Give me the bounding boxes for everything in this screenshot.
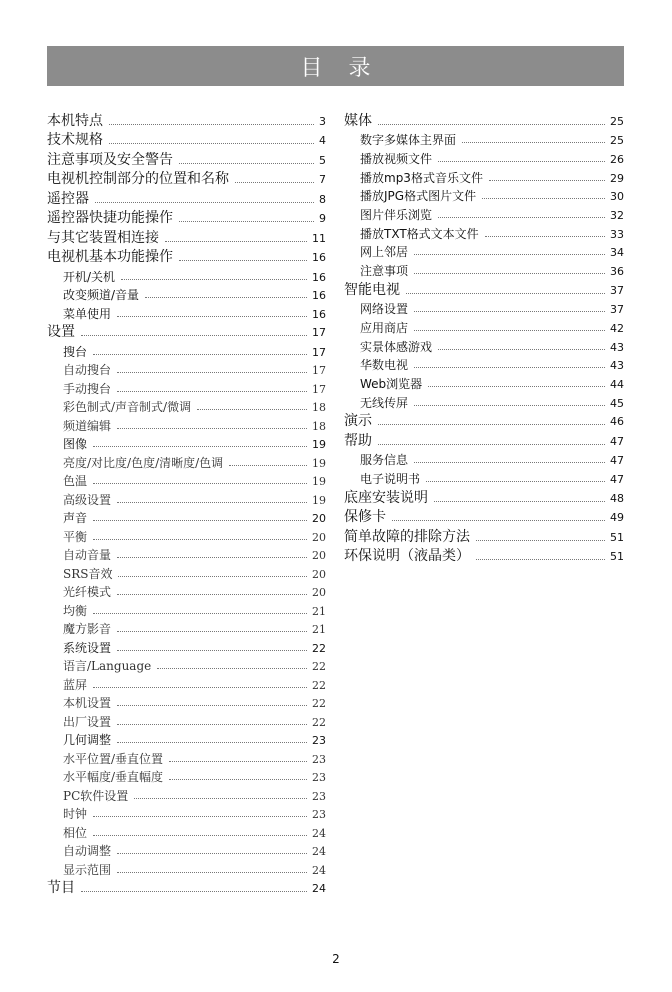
toc-entry-page: 43 (610, 359, 624, 373)
toc-entry-page: 16 (312, 251, 326, 264)
dot-leader (81, 335, 307, 336)
dot-leader (169, 779, 307, 780)
toc-entry-title: 播放JPG格式图片文件 (360, 189, 477, 204)
toc-entry-title: 底座安装说明 (344, 489, 428, 506)
toc-entry-page: 11 (312, 231, 326, 245)
dot-leader (406, 293, 605, 294)
toc-entry-page: 18 (312, 419, 326, 433)
toc-entry-title: 光纤模式 (63, 585, 112, 599)
toc-entry-title: 几何调整 (63, 733, 112, 747)
toc-entry-page: 23 (312, 752, 326, 766)
dot-leader (93, 613, 307, 614)
toc-entry-title: 亮度/对比度/色度/清晰度/色调 (63, 455, 224, 470)
toc-entry[interactable] (47, 149, 326, 169)
toc-entry-title: 本机设置 (63, 696, 112, 710)
toc-entry-title: 改变频道/音量 (63, 288, 140, 302)
toc-entry-title: 播放视频文件 (360, 151, 433, 166)
toc-entry-title: 系统设置 (63, 640, 112, 655)
toc-entry[interactable] (344, 186, 624, 205)
toc-entry[interactable] (344, 507, 624, 527)
toc-entry[interactable] (47, 130, 326, 150)
toc-entry-title: 播放TXT格式文本文件 (360, 226, 479, 241)
dot-leader (197, 409, 307, 410)
toc-entry-title: 简单故障的排除方法 (344, 528, 470, 545)
toc-entry-page: 17 (312, 364, 326, 377)
dot-leader (489, 180, 605, 181)
toc-entry[interactable] (344, 392, 624, 411)
toc-entry[interactable] (47, 693, 326, 712)
dot-leader (179, 163, 314, 164)
toc-entry[interactable] (47, 526, 326, 545)
toc-entry[interactable] (47, 434, 326, 453)
dot-leader (145, 297, 307, 298)
toc-entry-title: 帮助 (344, 432, 372, 449)
toc-entry-title: 色温 (63, 474, 88, 488)
toc-entry-title: 播放mp3格式音乐文件 (360, 170, 483, 185)
dot-leader (117, 502, 307, 503)
dot-leader (121, 279, 307, 280)
toc-entry-title: 图片伴乐浏览 (360, 207, 433, 222)
dot-leader (438, 161, 605, 162)
toc-entry-page: 46 (610, 415, 624, 429)
toc-entry-title: 与其它装置相连接 (47, 229, 159, 246)
toc-entry[interactable] (344, 279, 624, 299)
dot-leader (438, 217, 605, 218)
dot-leader (378, 444, 605, 445)
toc-entry-page: 51 (610, 550, 624, 563)
toc-entry-title: 菜单使用 (63, 306, 112, 321)
toc-entry[interactable] (47, 208, 326, 228)
toc-entry-title: 自动搜台 (63, 363, 112, 377)
toc-entry-title: 技术规格 (47, 132, 103, 148)
toc-entry[interactable] (47, 841, 326, 860)
dot-leader (476, 559, 605, 560)
toc-entry-page: 20 (312, 549, 326, 562)
toc-entry[interactable] (344, 148, 624, 167)
toc-entry-page: 23 (312, 771, 326, 784)
toc-entry-page: 47 (610, 454, 624, 468)
dot-leader (93, 539, 307, 540)
toc-entry-title: 媒体 (344, 112, 372, 129)
toc-entry-page: 48 (610, 491, 624, 505)
toc-entry-title: 频道编辑 (63, 418, 112, 433)
toc-entry[interactable] (47, 415, 326, 434)
dot-leader (93, 354, 307, 355)
toc-entry[interactable] (344, 336, 624, 355)
dot-leader (414, 367, 605, 368)
toc-entry-page: 8 (319, 192, 326, 206)
toc-entry-title: 均衡 (63, 603, 88, 618)
toc-entry-page: 20 (312, 567, 326, 581)
dot-leader (157, 668, 307, 669)
toc-entry-title: 实景体感游戏 (360, 339, 433, 354)
toc-entry-page: 20 (312, 530, 326, 544)
toc-entry[interactable] (344, 430, 624, 450)
toc-entry[interactable] (47, 582, 326, 601)
toc-entry-title: 声音 (63, 511, 88, 525)
toc-entry-page: 20 (312, 512, 326, 525)
toc-entry-page: 16 (312, 289, 326, 302)
toc-entry-page: 19 (312, 438, 326, 451)
toc-entry-title: 网络设置 (360, 302, 409, 317)
toc-entry-title: 服务信息 (360, 453, 409, 468)
dot-leader (93, 687, 307, 688)
dot-leader (93, 816, 307, 817)
toc-entry-page: 22 (312, 660, 326, 673)
toc-entry-page: 47 (610, 434, 624, 448)
toc-entry[interactable] (47, 508, 326, 527)
toc-entry[interactable] (47, 110, 326, 130)
toc-entry-page: 30 (610, 190, 624, 204)
toc-entry[interactable] (47, 285, 326, 304)
dot-leader (482, 198, 605, 199)
dot-leader (93, 835, 307, 836)
toc-entry-page: 9 (319, 212, 326, 225)
toc-entry[interactable] (344, 130, 624, 149)
toc-entry-page: 43 (610, 340, 624, 354)
toc-entry-title: 节目 (47, 880, 75, 896)
toc-entry-page: 7 (319, 173, 326, 186)
toc-entry-page: 20 (312, 586, 326, 599)
toc-entry[interactable] (47, 878, 326, 898)
toc-entry-page: 24 (312, 826, 326, 840)
toc-entry-page: 22 (312, 715, 326, 729)
toc-entry[interactable] (344, 110, 624, 130)
toc-entry-title: 网上邻居 (360, 245, 409, 260)
toc-entry-page: 49 (610, 511, 624, 524)
toc-entry-page: 33 (610, 227, 624, 241)
toc-entry[interactable] (47, 471, 326, 490)
toc-entry[interactable] (47, 711, 326, 730)
dot-leader (117, 372, 307, 373)
toc-entry[interactable] (47, 600, 326, 619)
toc-entry[interactable] (47, 619, 326, 638)
toc-left-column (47, 110, 326, 897)
toc-entry-title: 彩色制式/声音制式/微调 (63, 400, 192, 414)
dot-leader (179, 260, 307, 261)
toc-entry-title: 华数电视 (360, 358, 409, 373)
toc-entry-page: 16 (312, 307, 326, 321)
toc-entry-page: 3 (319, 114, 326, 128)
toc-entry[interactable] (47, 188, 326, 208)
toc-entry-title: 魔方影音 (63, 622, 112, 636)
dot-leader (118, 576, 307, 577)
toc-entry-page: 45 (610, 396, 624, 410)
toc-entry[interactable] (47, 247, 326, 267)
toc-entry[interactable] (47, 452, 326, 471)
dot-leader (179, 221, 314, 222)
toc-entry[interactable] (344, 546, 624, 566)
toc-entry[interactable] (47, 674, 326, 693)
dot-leader (81, 891, 307, 892)
dot-leader (462, 142, 605, 143)
toc-entry[interactable] (344, 355, 624, 374)
toc-entry-title: Web浏览器 (360, 376, 423, 391)
toc-entry-title: 遥控器快捷功能操作 (47, 210, 173, 226)
dot-leader (169, 761, 307, 762)
toc-entry-page: 23 (312, 789, 326, 803)
toc-entry-title: 水平位置/垂直位置 (63, 751, 164, 766)
dot-leader (117, 872, 307, 873)
dot-leader (426, 481, 605, 482)
toc-entry[interactable] (47, 563, 326, 582)
toc-entry-page: 21 (312, 623, 326, 636)
toc-entry[interactable] (47, 397, 326, 416)
toc-entry-page: 19 (312, 456, 326, 470)
dot-leader (117, 631, 307, 632)
dot-leader (235, 182, 314, 183)
toc-entry-title: 水平幅度/垂直幅度 (63, 770, 164, 784)
toc-entry[interactable] (47, 637, 326, 656)
dot-leader (117, 650, 307, 651)
toc-entry-title: 环保说明（液晶类） (344, 548, 470, 564)
toc-entry-page: 25 (610, 134, 624, 148)
toc-entry[interactable] (47, 266, 326, 285)
toc-entry-title: 保修卡 (344, 509, 386, 525)
toc-title: 目录 (300, 55, 397, 81)
toc-entry-page: 29 (610, 171, 624, 185)
toc-entry[interactable] (47, 785, 326, 804)
toc-entry[interactable] (344, 223, 624, 242)
dot-leader (95, 202, 314, 203)
toc-entry-title: PC软件设置 (63, 788, 129, 803)
toc-entry-page: 24 (312, 863, 326, 877)
toc-entry-page: 24 (312, 845, 326, 858)
toc-entry-page: 22 (312, 697, 326, 710)
toc-entry-page: 21 (312, 604, 326, 618)
toc-entry[interactable] (47, 748, 326, 767)
dot-leader (414, 273, 605, 274)
toc-entry-title: 搜台 (63, 344, 88, 359)
toc-entry-page: 51 (610, 530, 624, 544)
dot-leader (117, 853, 307, 854)
toc-entry-title: 手动搜台 (63, 381, 112, 396)
dot-leader (485, 236, 605, 237)
toc-entry[interactable] (344, 167, 624, 186)
toc-entry-title: 数字多媒体主界面 (360, 133, 457, 148)
toc-title-banner (47, 46, 624, 86)
toc-entry-page: 34 (610, 246, 624, 260)
toc-entry-page: 19 (312, 493, 326, 507)
toc-entry-title: 演示 (344, 413, 372, 430)
toc-entry[interactable] (47, 169, 326, 189)
dot-leader (117, 316, 307, 317)
toc-entry-title: 电视机控制部分的位置和名称 (47, 171, 229, 187)
toc-entry-title: 平衡 (63, 529, 88, 544)
dot-leader (117, 391, 307, 392)
toc-entry-page: 32 (610, 208, 624, 222)
toc-entry-title: 电视机基本功能操作 (47, 249, 173, 265)
dot-leader (109, 143, 314, 144)
toc-entry-title: 遥控器 (47, 190, 89, 207)
toc-entry-page: 25 (610, 114, 624, 128)
toc-entry-title: 应用商店 (360, 320, 409, 335)
toc-entry-page: 23 (312, 808, 326, 821)
toc-entry-title: 开机/关机 (63, 269, 116, 284)
toc-entry-title: 高级设置 (63, 492, 112, 507)
toc-entry[interactable] (344, 204, 624, 223)
toc-entry[interactable] (344, 411, 624, 431)
toc-entry-title: 显示范围 (63, 862, 112, 877)
toc-entry-page: 26 (610, 152, 624, 166)
dot-leader (434, 501, 605, 502)
toc-entry[interactable] (47, 822, 326, 841)
dot-leader (93, 520, 307, 521)
toc-entry-title: SRS音效 (63, 566, 113, 581)
dot-leader (117, 594, 307, 595)
dot-leader (414, 462, 605, 463)
toc-entry-page: 36 (610, 265, 624, 278)
dot-leader (117, 742, 307, 743)
toc-entry-title: 蓝屏 (63, 677, 88, 692)
toc-entry-page: 16 (312, 270, 326, 284)
toc-entry-page: 37 (610, 283, 624, 297)
toc-entry-title: 设置 (47, 324, 75, 340)
toc-entry[interactable] (344, 299, 624, 318)
toc-entry[interactable] (47, 804, 326, 823)
dot-leader (165, 241, 307, 242)
toc-entry-page: 24 (312, 882, 326, 895)
dot-leader (476, 540, 605, 541)
toc-entry[interactable] (344, 468, 624, 487)
dot-leader (414, 311, 605, 312)
toc-entry[interactable] (344, 526, 624, 546)
toc-entry-title: 注意事项及安全警告 (47, 151, 173, 168)
dot-leader (117, 724, 307, 725)
dot-leader (414, 254, 605, 255)
toc-entry-page: 17 (312, 345, 326, 359)
dot-leader (438, 349, 605, 350)
dot-leader (428, 386, 605, 387)
dot-leader (93, 446, 307, 447)
toc-entry-page: 18 (312, 401, 326, 414)
toc-entry-title: 电子说明书 (360, 472, 421, 486)
toc-entry[interactable] (47, 378, 326, 397)
toc-entry[interactable] (47, 227, 326, 247)
toc-entry-title: 相位 (63, 825, 88, 840)
toc-right-column (344, 110, 624, 565)
dot-leader (392, 520, 605, 521)
toc-entry-title: 图像 (63, 437, 88, 451)
toc-entry[interactable] (47, 656, 326, 675)
dot-leader (414, 330, 605, 331)
dot-leader (134, 798, 307, 799)
dot-leader (229, 465, 307, 466)
dot-leader (117, 705, 307, 706)
toc-entry-page: 22 (312, 641, 326, 655)
toc-entry-page: 17 (312, 382, 326, 396)
dot-leader (414, 405, 605, 406)
page-number: 2 (332, 952, 340, 966)
toc-entry[interactable] (344, 260, 624, 279)
toc-entry-page: 42 (610, 321, 624, 335)
dot-leader (93, 483, 307, 484)
toc-entry-title: 智能电视 (344, 281, 400, 298)
toc-entry-page: 22 (312, 678, 326, 692)
toc-entry-page: 4 (319, 134, 326, 147)
toc-entry-page: 19 (312, 475, 326, 488)
toc-entry[interactable] (47, 859, 326, 878)
toc-entry-page: 37 (610, 303, 624, 317)
toc-entry[interactable] (47, 730, 326, 749)
dot-leader (378, 424, 605, 425)
toc-entry-page: 44 (610, 377, 624, 391)
toc-entry[interactable] (344, 242, 624, 261)
toc-entry[interactable] (47, 545, 326, 564)
toc-entry[interactable] (344, 373, 624, 392)
dot-leader (109, 124, 314, 125)
dot-leader (117, 428, 307, 429)
toc-entry[interactable] (47, 341, 326, 360)
toc-entry[interactable] (47, 322, 326, 342)
toc-entry[interactable] (344, 450, 624, 469)
toc-entry-title: 本机特点 (47, 112, 103, 129)
toc-entry[interactable] (47, 360, 326, 379)
toc-entry[interactable] (47, 767, 326, 786)
toc-entry[interactable] (344, 487, 624, 507)
toc-entry[interactable] (344, 317, 624, 336)
toc-entry-title: 注意事项 (360, 264, 409, 278)
toc-entry-title: 语言/Language (63, 659, 152, 673)
dot-leader (378, 124, 605, 125)
toc-entry-page: 5 (319, 153, 326, 167)
dot-leader (117, 557, 307, 558)
toc-entry-title: 无线传屏 (360, 395, 409, 410)
toc-entry[interactable] (47, 489, 326, 508)
toc-entry[interactable] (47, 303, 326, 322)
toc-entry-title: 出厂设置 (63, 714, 112, 729)
toc-entry-title: 时钟 (63, 807, 88, 821)
toc-entry-title: 自动音量 (63, 548, 112, 562)
toc-entry-page: 23 (312, 734, 326, 747)
toc-entry-page: 47 (610, 473, 624, 486)
toc-entry-page: 17 (312, 326, 326, 339)
toc-entry-title: 自动调整 (63, 844, 112, 858)
